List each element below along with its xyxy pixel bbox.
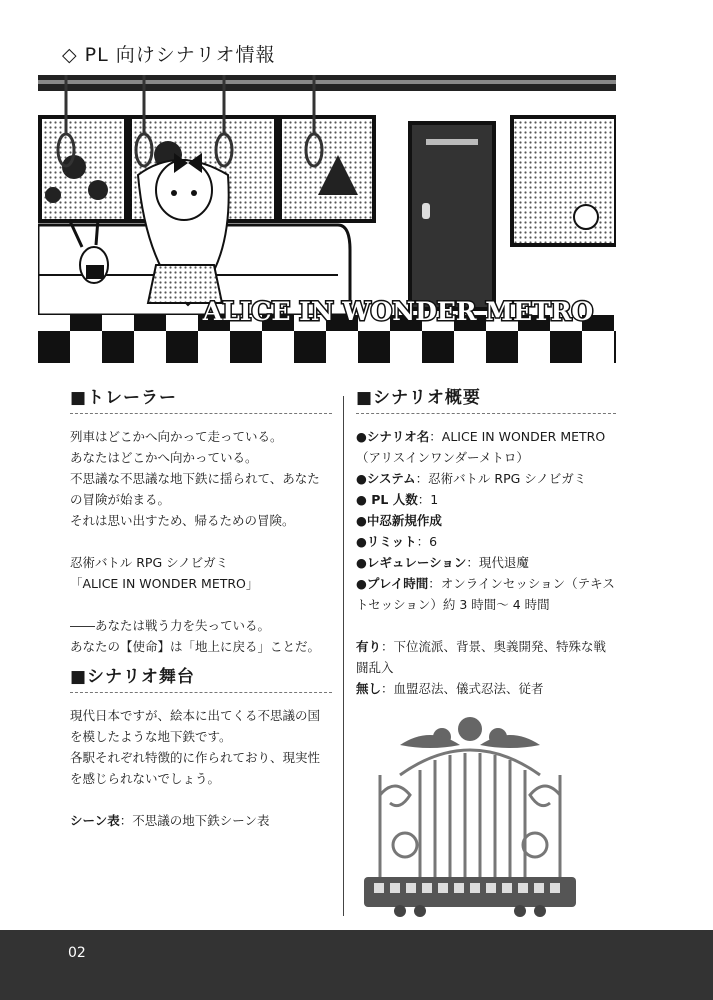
- field-label: ●プレイ時間: [356, 576, 429, 591]
- overview-disallowed: [356, 678, 616, 699]
- overview-heading: ■シナリオ概要: [356, 388, 481, 408]
- stage-body: 現代日本ですが、絵本に出てくる不思議の国を模したような地下鉄です。: [70, 708, 321, 744]
- column-divider: [343, 396, 344, 916]
- right-column: [356, 388, 616, 699]
- overview-name-kana: （アリスインワンダーメトロ）: [356, 450, 529, 465]
- overview-limit: [356, 531, 616, 552]
- overview-system: [356, 468, 616, 489]
- divider: [356, 413, 616, 414]
- field-value: ：1: [417, 492, 439, 507]
- field-label: 無し: [356, 681, 382, 696]
- field-label: ●シナリオ名: [356, 429, 430, 444]
- trailer-line: ――あなたは戦う力を失っている。: [70, 618, 271, 633]
- field-value: ：オンラインセッション（テキストセッション）約 3 時間～ 4 時間: [356, 576, 615, 612]
- cover-logo: ALICE IN WONDER METRO: [202, 297, 594, 326]
- field-value: ：ALICE IN WONDER METRO: [429, 429, 606, 444]
- field-value: ：6: [416, 534, 438, 549]
- trailer-line: あなたの【使命】は「地上に戻る」ことだ。: [70, 639, 321, 654]
- left-column: [70, 388, 332, 831]
- overview-playtime: [356, 573, 616, 615]
- page-footer: [0, 930, 713, 1000]
- cover-illustration: [38, 75, 616, 363]
- trailer-line: 列車はどこかへ向かって走っている。: [70, 429, 283, 444]
- field-value: ：現代退魔: [466, 555, 529, 570]
- field-label: ● PL 人数: [356, 492, 418, 507]
- scene-value: ：不思議の地下鉄シーン表: [119, 813, 270, 828]
- divider: [70, 413, 332, 414]
- field-label: ●リミット: [356, 534, 417, 549]
- page-number: 02: [68, 945, 86, 961]
- trailer-line: あなたはどこかへ向かっている。: [70, 450, 258, 465]
- overview-players: [356, 489, 616, 510]
- field-label: 有り: [356, 639, 382, 654]
- trailer-heading: ■トレーラー: [70, 388, 178, 408]
- trailer-line: 不思議な不思議な地下鉄に揺られて、あなたの冒険が始まる。: [70, 471, 320, 507]
- field-label: ●レギュレーション: [356, 555, 467, 570]
- overview-regulation: [356, 552, 616, 573]
- field-label: ●システム: [356, 471, 416, 486]
- overview-name: [356, 426, 616, 447]
- field-value: ：忍術バトル RPG シノビガミ: [415, 471, 587, 486]
- trailer-line: 「ALICE IN WONDER METRO」: [70, 576, 259, 591]
- trailer-line: それは思い出すため、帰るための冒険。: [70, 513, 295, 528]
- trailer-line: 忍術バトル RPG シノビガミ: [70, 555, 229, 570]
- overview-new-creation: ●中忍新規作成: [356, 513, 442, 528]
- scene-table-line: [70, 810, 332, 831]
- scene-label: シーン表: [70, 813, 120, 828]
- field-value: ：血盟忍法、儀式忍法、従者: [381, 681, 544, 696]
- field-value: ：下位流派、背景、奥義開発、特殊な戦闘乱入: [356, 639, 607, 675]
- divider: [70, 692, 332, 693]
- overview-allowed: [356, 636, 616, 678]
- page-title: ◇ PL 向けシナリオ情報: [62, 44, 276, 66]
- stage-body: 各駅それぞれ特徴的に作られており、現実性を感じられないでしょう。: [70, 750, 321, 786]
- stage-heading: ■シナリオ舞台: [70, 667, 195, 687]
- gate-illustration: [360, 715, 580, 920]
